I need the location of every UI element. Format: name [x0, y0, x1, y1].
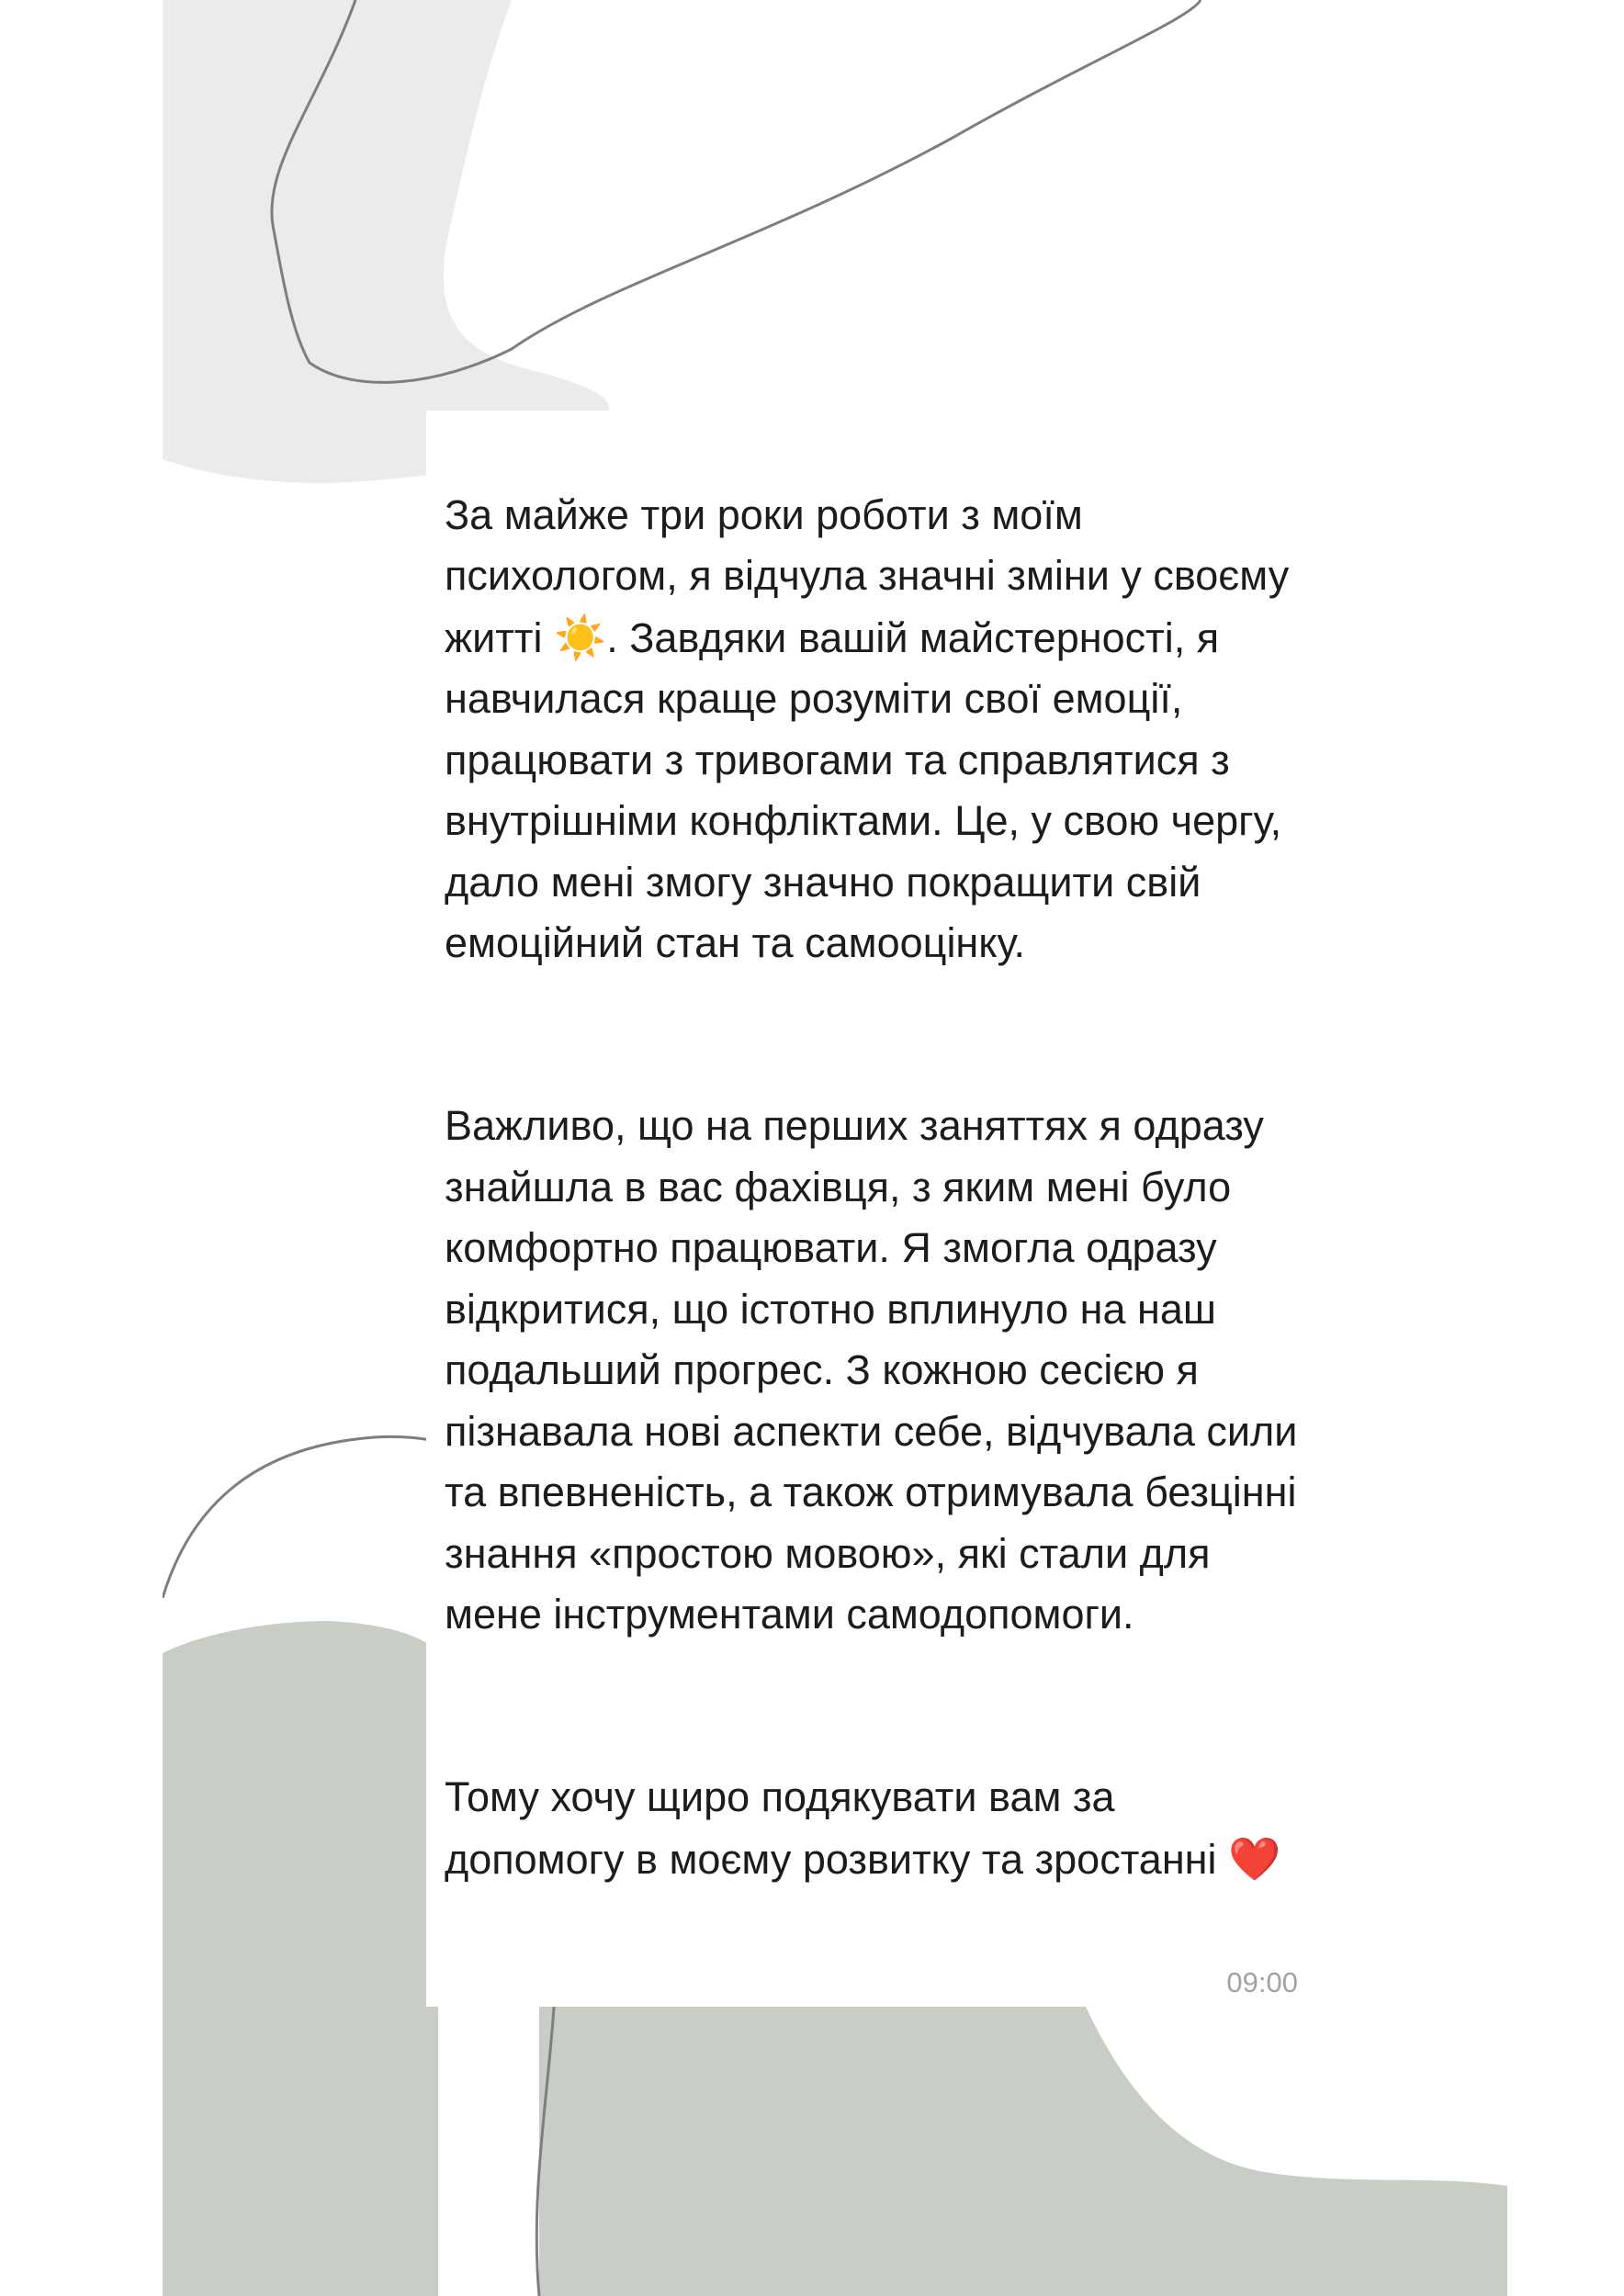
paragraph-3-text: Тому хочу щиро подякувати вам за допомогу в моєму розвитку та зростанні: [445, 1773, 1229, 1883]
message-paragraph-2: Важливо, що на перших заняттях я одразу знайшла в вас фахівця, з яким мені було комфортно працювати. Я змогла одразу відкритися, що істотно вплинуло на наш подальший прогрес. З кожною сесією я пізнавала нові аспекти себе, відчувала сили та впевненість, а також отримувала безцінні знання «простою мовою», які стали для мене інструментами самодопомоги.: [445, 1102, 1298, 1638]
chat-screenshot-card: [163, 0, 1507, 2296]
background-sage-blob-bottom: [163, 1621, 438, 2296]
paragraph-1-text-end: . Завдяки вашій майстерності, я навчилася краще розуміти свої емоції, працювати з тривогами та справлятися з внутрішніми конфліктами. Це, у свою чергу, дало мені змогу значно покращити свій емоційний стан та самооцінку.: [445, 613, 1282, 966]
message-timestamp: 09:00: [1226, 1966, 1298, 1998]
message-text: [445, 423, 1299, 1952]
background-sage-blob-right: [539, 2007, 1507, 2296]
message-bubble[interactable]: [426, 411, 1311, 2007]
curve-line-left: [163, 1436, 438, 1598]
message-paragraph-3: [445, 1767, 1299, 1890]
paragraph-1-text-start: За майже три роки роботи з моїм психологом, я відчула значні зміни у своєму житті: [445, 490, 1290, 661]
sun-emoji-icon: ☀️: [553, 612, 607, 662]
red-heart-emoji-icon: ❤️: [1228, 1833, 1281, 1884]
message-paragraph-1: [445, 485, 1299, 974]
